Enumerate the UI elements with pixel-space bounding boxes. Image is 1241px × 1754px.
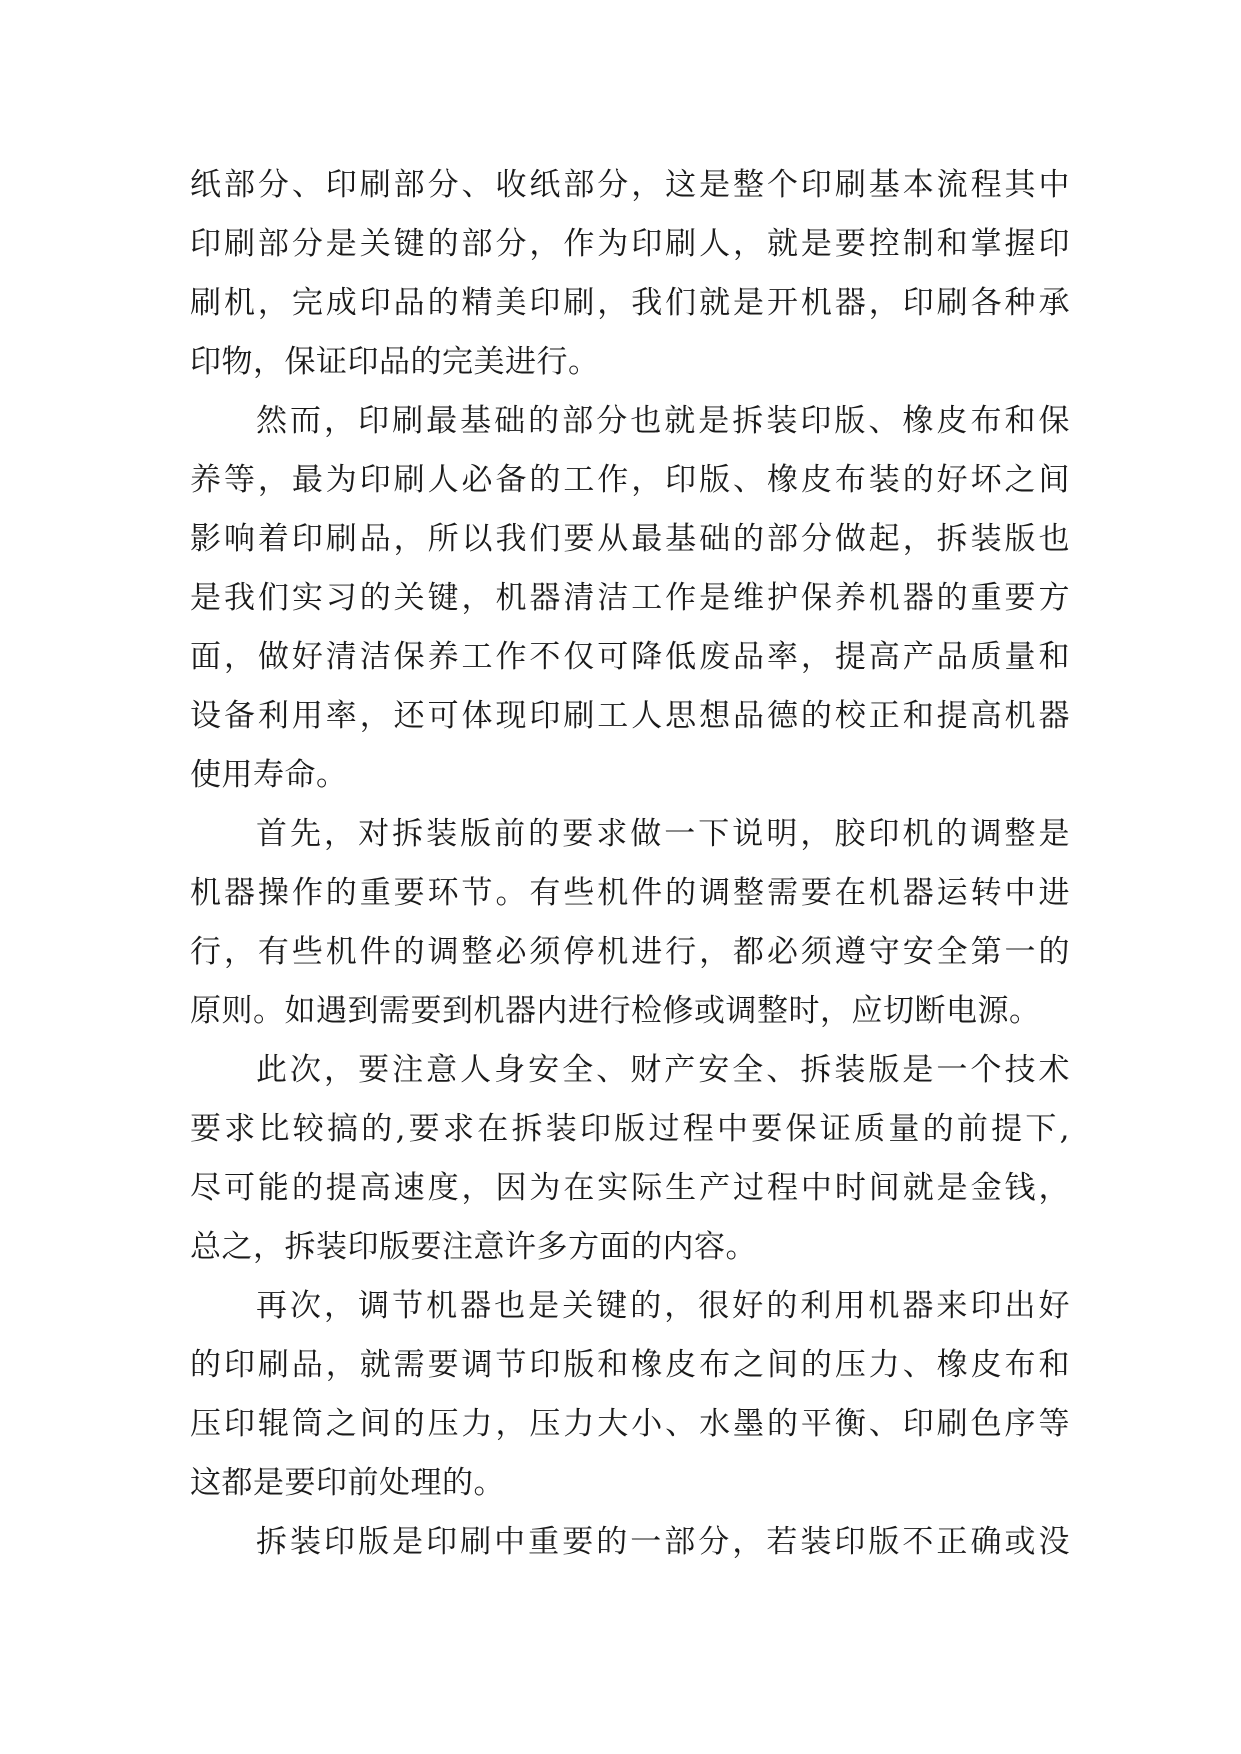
text-line: 养等，最为印刷人必备的工作，印版、橡皮布装的好坏之间 bbox=[190, 462, 1070, 498]
text-line: 此次，要注意人身安全、财产安全、拆装版是一个技术 bbox=[256, 1052, 1070, 1088]
text-line: 行，有些机件的调整必须停机进行，都必须遵守安全第一的 bbox=[190, 934, 1070, 970]
text-line: 纸部分、印刷部分、收纸部分，这是整个印刷基本流程其中 bbox=[190, 167, 1070, 203]
text-line: 机器操作的重要环节。有些机件的调整需要在机器运转中进 bbox=[190, 875, 1070, 911]
text-line: 然而，印刷最基础的部分也就是拆装印版、橡皮布和保 bbox=[256, 403, 1070, 439]
text-line: 使用寿命。 bbox=[190, 757, 348, 793]
text-line: 总之，拆装印版要注意许多方面的内容。 bbox=[190, 1229, 757, 1265]
text-line: 首先，对拆装版前的要求做一下说明，胶印机的调整是 bbox=[256, 816, 1070, 852]
text-line: 印刷部分是关键的部分，作为印刷人，就是要控制和掌握印 bbox=[190, 226, 1070, 262]
text-line: 这都是要印前处理的。 bbox=[190, 1465, 505, 1501]
text-line: 尽可能的提高速度，因为在实际生产过程中时间就是金钱， bbox=[190, 1170, 1070, 1206]
text-line: 刷机，完成印品的精美印刷，我们就是开机器，印刷各种承 bbox=[190, 285, 1070, 321]
text-line: 要求比较搞的,要求在拆装印版过程中要保证质量的前提下, bbox=[190, 1111, 1070, 1147]
text-line: 影响着印刷品，所以我们要从最基础的部分做起，拆装版也 bbox=[190, 521, 1070, 557]
body-text bbox=[190, 156, 1070, 1572]
text-line: 印物，保证印品的完美进行。 bbox=[190, 344, 600, 380]
text-line: 原则。如遇到需要到机器内进行检修或调整时，应切断电源。 bbox=[190, 993, 1041, 1029]
text-line: 压印辊筒之间的压力，压力大小、水墨的平衡、印刷色序等 bbox=[190, 1406, 1070, 1442]
text-line: 的印刷品，就需要调节印版和橡皮布之间的压力、橡皮布和 bbox=[190, 1347, 1070, 1383]
text-line: 设备利用率，还可体现印刷工人思想品德的校正和提高机器 bbox=[190, 698, 1070, 734]
text-line: 再次，调节机器也是关键的，很好的利用机器来印出好 bbox=[256, 1288, 1070, 1324]
text-line: 拆装印版是印刷中重要的一部分，若装印版不正确或没 bbox=[256, 1524, 1070, 1560]
text-line: 面，做好清洁保养工作不仅可降低废品率，提高产品质量和 bbox=[190, 639, 1070, 675]
text-line: 是我们实习的关键，机器清洁工作是维护保养机器的重要方 bbox=[190, 580, 1070, 616]
